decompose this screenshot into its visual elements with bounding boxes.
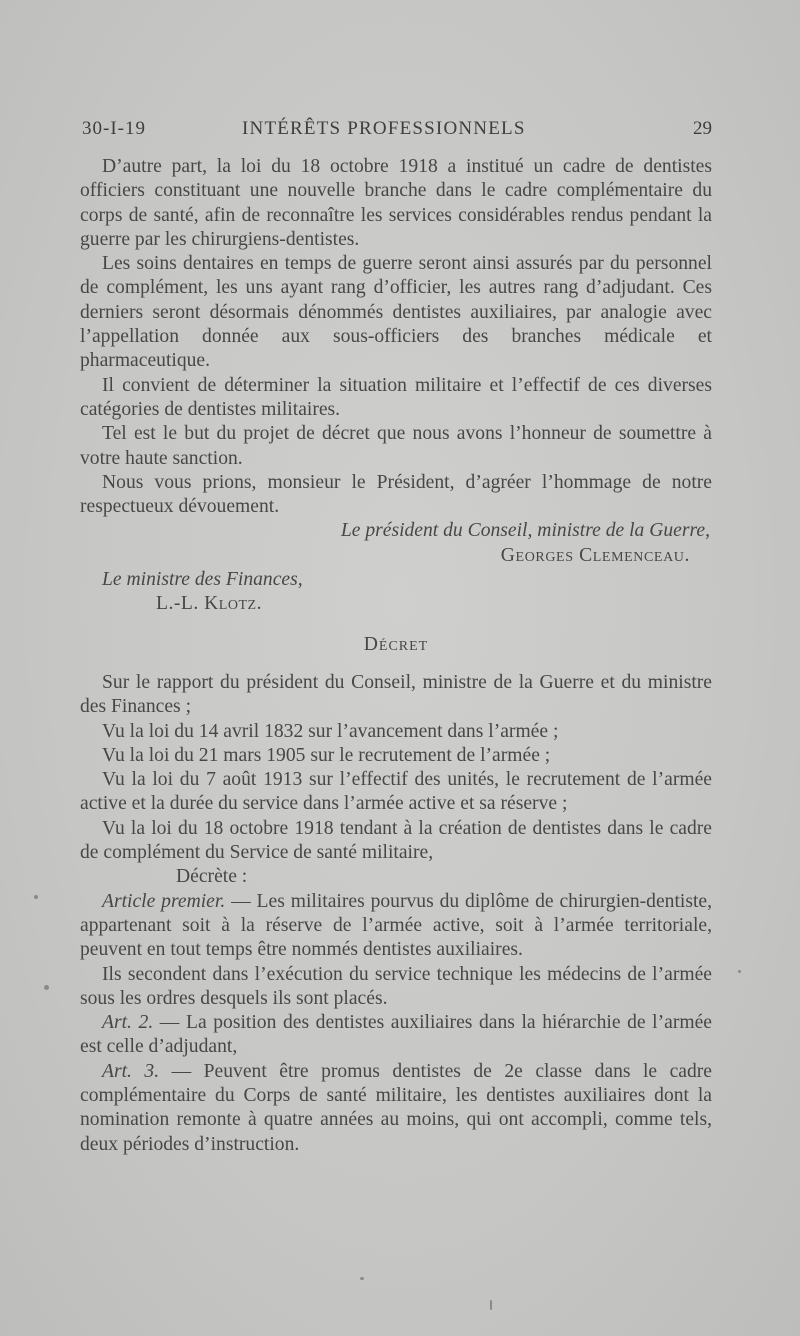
article-3 [80,1060,712,1157]
running-header [82,118,712,148]
article-2 [80,1011,712,1060]
decree-decrete: Décrète : [176,866,248,888]
paper-speck [738,970,741,973]
paragraph-2: Les soins dentaires en temps de guerre seront ainsi assurés par du personnel de complément, les uns ayant rang d’officier, les autres rang d’adjudant. Ces derniers seront désormais dénommés dentistes auxiliaires, par analogie avec l’appellation donnée aux sous-officiers des branches médicale et pharmaceutique. [80,253,712,372]
article-1-paragraph-2: Ils secondent dans l’exécution du service technique les médecins de l’armée sous les ordres desquels ils sont placés. [80,963,712,1009]
article-2-label: Art. 2. [102,1012,154,1034]
paper-speck [34,895,38,899]
decree-recital-1: Sur le rapport du président du Conseil, ministre de la Guerre et du ministre des Finances ; [80,671,712,718]
signature-finance-name: L.-L. Klotz. [156,593,262,615]
header-title: INTÉRÊTS PROFESSIONNELS [242,118,526,139]
decree-recital-4: Vu la loi du 7 août 1913 sur l’effectif des unités, le recrutement de l’armée active et la durée du service dans l’armée active et sa réserve ; [80,769,712,815]
paper-speck [490,1300,492,1310]
article-2-text: — La position des dentistes auxiliaires dans la hiérarchie de l’armée est celle d’adjudant, [80,1012,712,1058]
header-date: 30-I-19 [82,118,146,139]
signature-finance-title: Le ministre des Finances, [102,569,303,591]
article-3-label: Art. 3. [102,1060,160,1082]
paragraph-3: Il convient de déterminer la situation militaire et l’effectif de ces diverses catégories de dentistes militaires. [80,374,712,420]
paragraph-1: D’autre part, la loi du 18 octobre 1918 a institué un cadre de dentistes officiers constituant une nouvelle branche dans le cadre complémentaire du corps de santé, afin de reconnaître les services considérables rendus pendant la guerre par les chirurgiens-dentistes. [80,156,712,250]
paragraph-5: Nous vous prions, monsieur le Président, d’agréer l’hommage de notre respectueux dévouement. [80,471,712,518]
article-1 [80,890,712,963]
article-1-label: Article premier. [102,890,226,912]
signature-president-title: Le président du Conseil, ministre de la Guerre, [340,520,710,542]
page-body [80,155,712,1157]
signature-president-name: Georges Clemenceau. [500,544,690,566]
decree-title: Décret [363,633,429,655]
article-3-text: — Peuvent être promus dentistes de 2e classe dans le cadre complémentaire du Corps de santé militaire, les dentistes auxiliaires dont la nomination remonte à quatre années au moins, qui ont accompli, comme tels, deux périodes d’instruction. [80,1060,712,1155]
paragraph-4: Tel est le but du projet de décret que nous avons l’honneur de soumettre à votre haute sanction. [80,423,712,469]
decree-recital-3: Vu la loi du 21 mars 1905 sur le recrutement de l’armée ; [102,744,551,766]
decree-recital-2: Vu la loi du 14 avril 1832 sur l’avancement dans l’armée ; [102,720,559,742]
paper-speck [360,1277,364,1280]
paper-speck [44,985,49,990]
article-1-text: — Les militaires pourvus du diplôme de chirurgien-dentiste, appartenant soit à la réserve de l’armée active, soit à l’armée territoriale, peuvent en tout temps être nommés dentistes auxiliaires. [80,890,712,961]
page-number: 29 [693,118,712,139]
decree-recital-5: Vu la loi du 18 octobre 1918 tendant à la création de dentistes dans le cadre de complément du Service de santé militaire, [80,817,712,864]
